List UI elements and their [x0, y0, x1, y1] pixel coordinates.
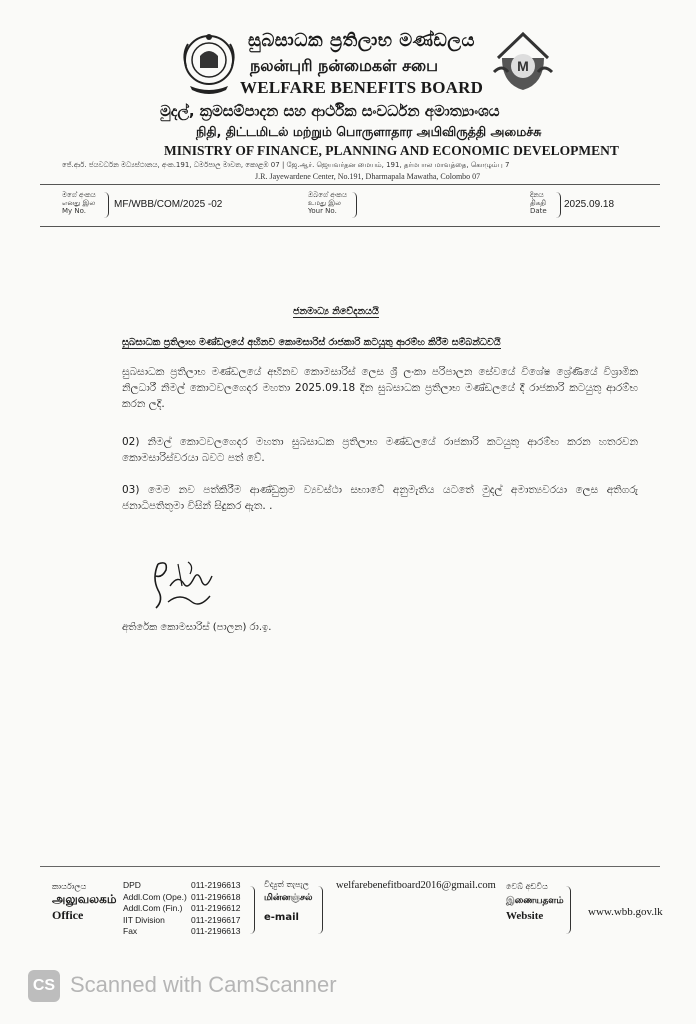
welfare-board-logo-icon: [492, 28, 554, 94]
phone-number: 011-2196618: [191, 891, 241, 902]
board-name-english: WELFARE BENEFITS BOARD: [240, 78, 484, 97]
camscanner-logo-icon: CS: [28, 970, 60, 1002]
email-labels: [264, 880, 312, 923]
email-label-ta: மின்னஞ்சல்: [264, 893, 313, 903]
website-url[interactable]: www.wbb.gov.lk: [588, 906, 663, 918]
bracket: [556, 192, 561, 218]
svg-text:M: M: [517, 58, 529, 74]
phone-number: 011-2196617: [191, 914, 241, 925]
signatory-title: අතිරේක කොමසාරිස් (පාලන) රා.ඉ.: [122, 622, 272, 633]
phone-name: DPD: [123, 880, 141, 890]
date-label-si: දිනය: [530, 191, 544, 199]
your-no-label-si: ඔබගේ අංකය: [308, 191, 347, 199]
my-no-labels: [62, 191, 96, 215]
date-label-en: Date: [530, 207, 547, 215]
board-name-sinhala: සුබසාධක ප්‍රතිලාභ මණ්ඩලය: [248, 30, 475, 51]
email-label-en: e-mail: [264, 912, 299, 923]
bracket: [250, 886, 255, 934]
phone-number: 011-2196612: [191, 903, 241, 913]
bracket: [566, 886, 571, 934]
office-label-ta: அலுவலகம்: [52, 892, 117, 906]
my-no-label-en: My No.: [62, 207, 87, 215]
office-label-si: කාර්යාලය: [52, 882, 87, 891]
paragraph-1: සුබසාධක ප්‍රතිලාභ මණ්ඩලයේ අභිනව කොමසාරිස් ලෙස ශ්‍රී ලංකා පරිපාලන සේවයේ විශේෂ ශ්‍රේණියේ විශ්‍රාමික නිලධාරී නිමල් කොටවලගෙදර මහතා 2025.09.18 දින සුබසාධක ප්‍රතිලාභ මණ්ඩලයේ දී රාජකාරි කටයුතු ආරම්භ කරන ලදි.: [122, 366, 638, 410]
phone-name: IIT Division: [123, 914, 165, 925]
board-name-tamil: நலன்புரி நன்மைகள் சபை: [250, 56, 438, 75]
office-label-en: Office: [52, 908, 84, 922]
ministry-name-sinhala: මුදල්, ක්‍රමසම්පාදන සහ ආර්ථික සංවර්ධන අමාත්‍යාංශය: [160, 102, 500, 120]
paragraph-3: 03) මෙම නව පත්කිරීම ආණ්ඩුක්‍රම ව්‍යවස්ථා සභාවේ අනුමැතිය යටතේ මුදල් අමාත්‍යවරයා ලෙස අතිගරු ජනාධිපතිතුමා විසින් සිදුකර ඇත. .: [122, 484, 638, 512]
my-no-label-ta: எனது இல: [62, 199, 96, 207]
address-english: J.R. Jayewardene Center, No.191, Dharmapala Mawatha, Colombo 07: [255, 172, 481, 181]
my-no-label-si: මගේ අංකය: [62, 191, 96, 199]
document-title: ජනමාධ්‍ය නිවේදනයයි: [293, 306, 379, 317]
header-divider-bottom: [40, 226, 660, 227]
signature-image: [148, 556, 220, 616]
phone-numbers: [191, 880, 240, 938]
email-label-si: විද්‍යුත් තැපැල: [264, 880, 309, 889]
bracket: [318, 886, 323, 934]
document-subject: සුබසාධක ප්‍රතිලාභ මණ්ඩලයේ අභිනව කොමසාරිස් රාජකාරි කටයුතු ආරම්භ කිරීම සම්බන්ධවයි: [122, 337, 501, 348]
your-no-labels: [308, 191, 347, 215]
date-labels: [530, 191, 547, 215]
bracket: [352, 192, 357, 218]
address-sinhala-tamil: ජේ.ආර්. ජයවර්ධන මධ්‍යස්ථානය, අංක.191, ධර්මපාල මාවත, කොළඹ 07 | ஜே.ஆர். ஜெயவர்தன மையம், 191, தர்மபால மாவத்தை, கொழும்பு 7: [62, 161, 510, 169]
office-labels: [52, 882, 116, 923]
phone-name: Addl.Com (Fin.): [123, 903, 183, 913]
bracket: [104, 192, 109, 218]
phone-number: 011-2196613: [191, 926, 241, 936]
website-labels: [506, 882, 564, 922]
website-label-ta: இணையதளம்: [506, 896, 564, 906]
ministry-name-english: MINISTRY OF FINANCE, PLANNING AND ECONOMIC DEVELOPMENT: [164, 143, 619, 158]
camscanner-watermark-text: Scanned with CamScanner: [70, 972, 337, 997]
phone-number: 011-2196613: [191, 880, 241, 890]
phone-name: Fax: [123, 926, 138, 936]
ministry-name-tamil: நிதி, திட்டமிடல் மற்றும் பொருளாதார அபிவிருத்தி அமைச்சு: [196, 124, 542, 139]
date-label-ta: திகதி: [530, 199, 546, 207]
date-value: 2025.09.18: [564, 199, 615, 210]
footer-divider: [40, 866, 660, 867]
my-no-value: MF/WBB/COM/2025 -02: [114, 199, 223, 210]
website-label-en: Website: [506, 910, 544, 922]
phone-names: [123, 880, 187, 938]
website-label-si: වෙබ් අඩවිය: [506, 882, 548, 891]
header-divider-top: [40, 184, 660, 185]
email-address[interactable]: welfarebenefitboard2016@gmail.com: [336, 880, 496, 891]
phone-name: Addl.Com (Ope.): [123, 891, 187, 902]
paragraph-2: 02) නිමල් කොටවලගෙදර මහතා සුබසාධක ප්‍රතිලාභ මණ්ඩලයේ රාජකාරි කටයුතු ආරම්භ කරන හතරවන කොමසාරිස්වරයා බවට පත් වේ.: [122, 436, 638, 464]
your-no-label-ta: உமது இல: [308, 199, 341, 207]
your-no-label-en: Your No.: [308, 207, 337, 215]
national-emblem-icon: [178, 30, 240, 98]
